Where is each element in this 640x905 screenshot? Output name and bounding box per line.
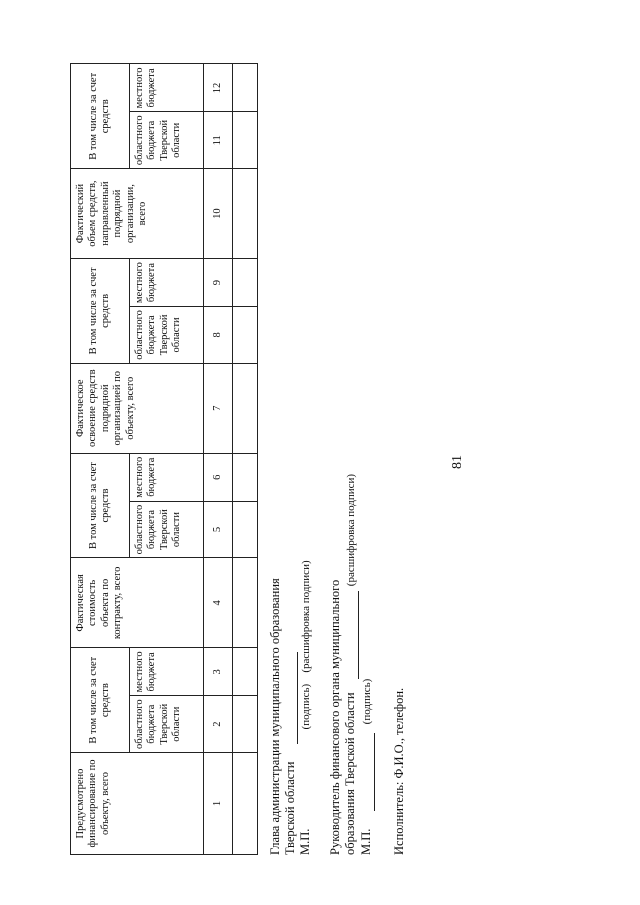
finance-sign-caption: (подпись) xyxy=(361,678,373,725)
finance-signature-line xyxy=(358,591,359,679)
finance-title-line2: образования Тверской области xyxy=(343,692,357,855)
table-cell-empty xyxy=(233,169,258,259)
header-local-budget-3: местного бюджета xyxy=(130,259,204,307)
finance-sign-line xyxy=(374,733,375,811)
table-cell-empty xyxy=(233,363,258,453)
column-number: 9 xyxy=(204,259,233,307)
finance-signature-block xyxy=(328,474,375,855)
financing-table xyxy=(70,63,258,855)
table-cell-empty xyxy=(233,648,258,696)
table-cell-empty xyxy=(233,112,258,169)
header-planned-financing: Предусмотрено финансирование по объекту, всего xyxy=(71,753,204,855)
head-sign-caption: (подпись) xyxy=(300,683,312,730)
header-group-3: В том числе за счет средств xyxy=(71,259,130,364)
head-title-line2: Тверской области xyxy=(283,761,297,855)
page-number: 81 xyxy=(450,455,465,469)
header-regional-budget-3: областного бюджета Тверской области xyxy=(130,307,204,364)
column-number: 12 xyxy=(204,64,233,112)
column-number: 7 xyxy=(204,363,233,453)
column-number: 11 xyxy=(204,112,233,169)
finance-title-line2-row xyxy=(343,474,359,855)
finance-caption-row xyxy=(359,474,375,855)
table-cell-empty xyxy=(233,696,258,753)
column-number: 8 xyxy=(204,307,233,364)
finance-decode-caption: (расшифровка подписи) xyxy=(345,473,357,587)
executor-line: Исполнитель: Ф.И.О., телефон. xyxy=(392,687,406,855)
finance-title-line1: Руководитель финансового органа муниципального xyxy=(328,579,342,855)
header-regional-budget-4: областного бюджета Тверской области xyxy=(130,112,204,169)
header-local-budget-1: местного бюджета xyxy=(130,648,204,696)
column-number: 4 xyxy=(204,558,233,648)
header-actual-spent: Фактическое освоение средств подрядной организацией по объекту, всего xyxy=(71,363,204,453)
head-caption-row xyxy=(298,560,314,855)
column-number: 6 xyxy=(204,453,233,501)
header-local-budget-4: местного бюджета xyxy=(130,64,204,112)
table-cell-empty xyxy=(233,501,258,558)
column-number: 2 xyxy=(204,696,233,753)
table-cell-empty xyxy=(233,64,258,112)
column-number: 10 xyxy=(204,169,233,259)
header-actual-cost: Фактическая стоимость объекта по контракту, всего xyxy=(71,558,204,648)
column-number: 5 xyxy=(204,501,233,558)
header-regional-budget-1: областного бюджета Тверской области xyxy=(130,696,204,753)
head-title-line2-row xyxy=(283,560,298,855)
table-cell-empty xyxy=(233,307,258,364)
table-cell-empty xyxy=(233,453,258,501)
table-cell-empty xyxy=(233,753,258,855)
finance-mp: М.П. xyxy=(359,828,373,855)
table-cell-empty xyxy=(233,558,258,648)
head-decode-caption: (расшифровка подписи) xyxy=(300,560,312,673)
head-signature-block xyxy=(268,560,314,855)
header-local-budget-2: местного бюджета xyxy=(130,453,204,501)
header-regional-budget-2: областного бюджета Тверской области xyxy=(130,501,204,558)
head-mp: М.П. xyxy=(298,828,312,855)
column-number: 1 xyxy=(204,753,233,855)
column-number: 3 xyxy=(204,648,233,696)
header-group-4: В том числе за счет средств xyxy=(71,64,130,169)
header-actual-volume: Фактический объем средств, направленный подрядной организации, всего xyxy=(71,169,204,259)
header-group-1: В том числе за счет средств xyxy=(71,648,130,753)
head-title-line1: Глава администрации муниципального образования xyxy=(268,578,282,855)
table-cell-empty xyxy=(233,259,258,307)
header-group-2: В том числе за счет средств xyxy=(71,453,130,558)
